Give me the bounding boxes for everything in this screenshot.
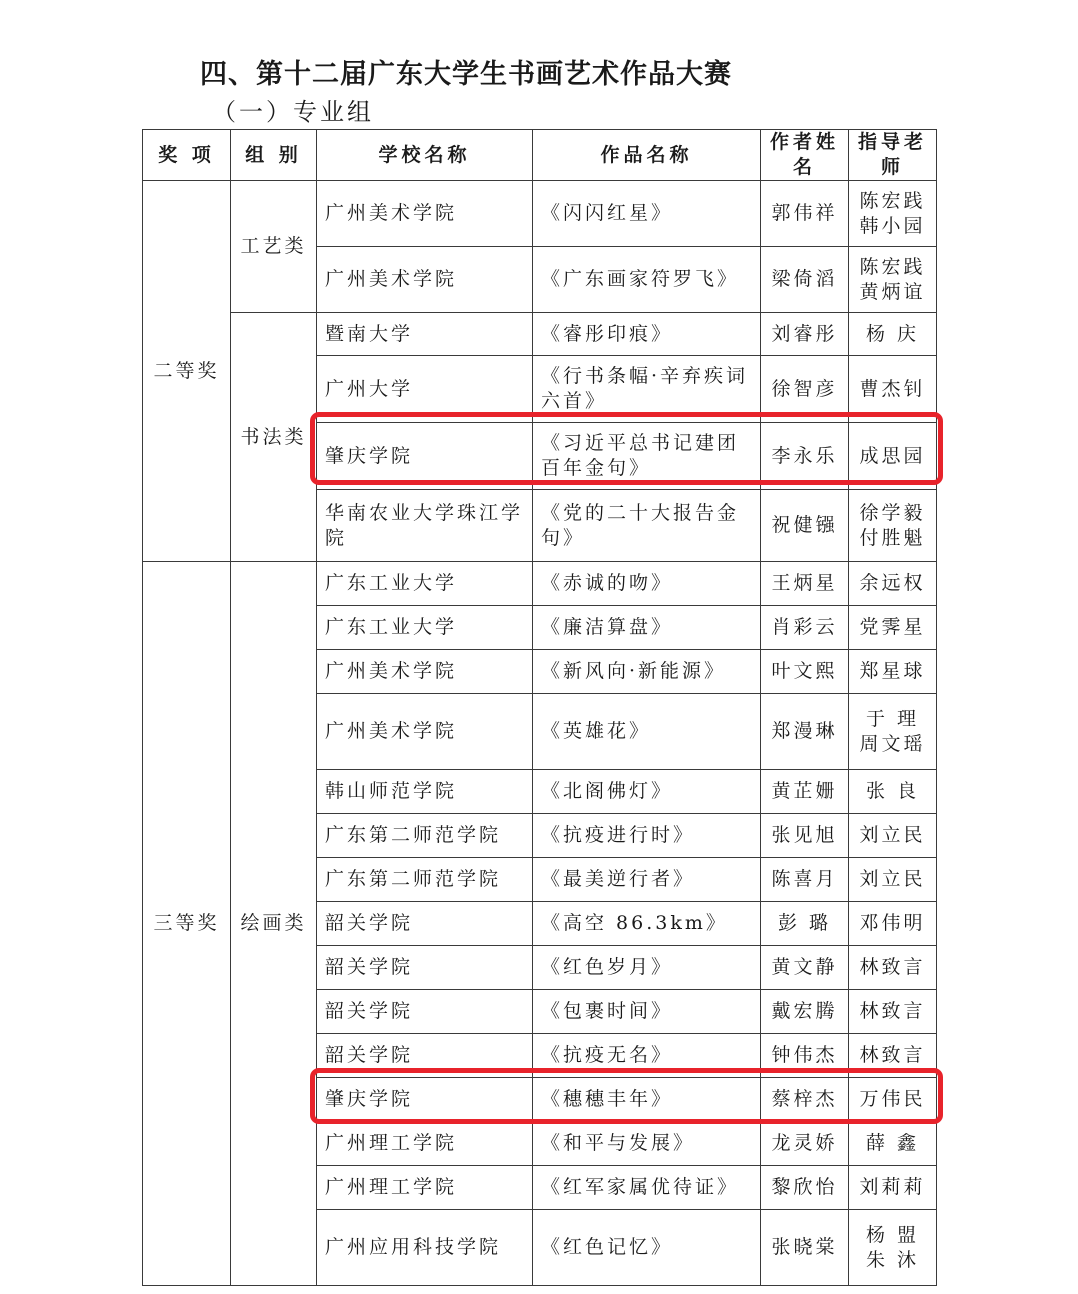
author-cell: 祝健镪 xyxy=(761,490,849,562)
teacher-cell: 陈宏践 黄炳谊 xyxy=(849,247,937,313)
author-cell: 黄文静 xyxy=(761,946,849,990)
teacher-cell: 党霁星 xyxy=(849,606,937,650)
school-cell: 广东第二师范学院 xyxy=(317,814,533,858)
teacher-cell: 曹杰钊 xyxy=(849,356,937,423)
author-cell: 郭伟祥 xyxy=(761,181,849,247)
table-row xyxy=(143,562,937,606)
author-cell: 刘睿彤 xyxy=(761,313,849,356)
teacher-cell: 薛 鑫 xyxy=(849,1122,937,1166)
work-cell: 《红色岁月》 xyxy=(533,946,761,990)
teacher-cell: 余远权 xyxy=(849,562,937,606)
work-cell: 《广东画家符罗飞》 xyxy=(533,247,761,313)
author-cell: 叶文熙 xyxy=(761,650,849,694)
school-cell: 韶关学院 xyxy=(317,1034,533,1078)
teacher-cell: 郑星球 xyxy=(849,650,937,694)
school-cell: 广州美术学院 xyxy=(317,247,533,313)
teacher-cell: 林致言 xyxy=(849,1034,937,1078)
work-cell: 《高空 86.3km》 xyxy=(533,902,761,946)
work-cell: 《英雄花》 xyxy=(533,694,761,770)
table-row xyxy=(143,181,937,247)
author-cell: 肖彩云 xyxy=(761,606,849,650)
school-cell: 广州美术学院 xyxy=(317,650,533,694)
teacher-cell: 刘莉莉 xyxy=(849,1166,937,1210)
teacher-cell: 陈宏践 韩小园 xyxy=(849,181,937,247)
work-cell: 《包裹时间》 xyxy=(533,990,761,1034)
teacher-cell: 于 理 周文瑶 xyxy=(849,694,937,770)
award-cell: 三等奖 xyxy=(143,562,231,1286)
work-cell: 《习近平总书记建团百年金句》 xyxy=(533,423,761,490)
teacher-cell: 林致言 xyxy=(849,946,937,990)
teacher-cell: 张 良 xyxy=(849,770,937,814)
teacher-cell: 杨 庆 xyxy=(849,313,937,356)
work-cell: 《抗疫无名》 xyxy=(533,1034,761,1078)
author-cell: 彭 璐 xyxy=(761,902,849,946)
header-award: 奖 项 xyxy=(143,130,231,181)
work-cell: 《党的二十大报告金句》 xyxy=(533,490,761,562)
author-cell: 龙灵娇 xyxy=(761,1122,849,1166)
school-cell: 广东工业大学 xyxy=(317,562,533,606)
table-row xyxy=(143,313,937,356)
work-cell: 《抗疫进行时》 xyxy=(533,814,761,858)
teacher-cell: 成思园 xyxy=(849,423,937,490)
author-cell: 张晓棠 xyxy=(761,1210,849,1286)
award-cell: 二等奖 xyxy=(143,181,231,562)
highlight-box-painting xyxy=(310,1068,943,1124)
school-cell: 韶关学院 xyxy=(317,946,533,990)
author-cell: 郑漫琳 xyxy=(761,694,849,770)
school-cell: 广州大学 xyxy=(317,356,533,423)
teacher-cell: 万伟民 xyxy=(849,1078,937,1122)
work-cell: 《睿彤印痕》 xyxy=(533,313,761,356)
work-cell: 《行书条幅·辛弃疾词六首》 xyxy=(533,356,761,423)
header-school: 学校名称 xyxy=(317,130,533,181)
author-cell: 张见旭 xyxy=(761,814,849,858)
school-cell: 肇庆学院 xyxy=(317,423,533,490)
work-cell: 《红色记忆》 xyxy=(533,1210,761,1286)
author-cell: 蔡梓杰 xyxy=(761,1078,849,1122)
work-cell: 《新风向·新能源》 xyxy=(533,650,761,694)
teacher-cell: 徐学毅 付胜魁 xyxy=(849,490,937,562)
teacher-cell: 杨 盟 朱 沐 xyxy=(849,1210,937,1286)
school-cell: 韩山师范学院 xyxy=(317,770,533,814)
header-author: 作者姓名 xyxy=(761,130,849,181)
school-cell: 广州理工学院 xyxy=(317,1166,533,1210)
work-cell: 《闪闪红星》 xyxy=(533,181,761,247)
school-cell: 广州应用科技学院 xyxy=(317,1210,533,1286)
school-cell: 华南农业大学珠江学院 xyxy=(317,490,533,562)
teacher-cell: 刘立民 xyxy=(849,814,937,858)
category-cell: 绘画类 xyxy=(231,562,317,1286)
author-cell: 王炳星 xyxy=(761,562,849,606)
school-cell: 广州美术学院 xyxy=(317,181,533,247)
teacher-cell: 林致言 xyxy=(849,990,937,1034)
table-header-row xyxy=(143,130,937,181)
work-cell: 《北阁佛灯》 xyxy=(533,770,761,814)
school-cell: 广州美术学院 xyxy=(317,694,533,770)
document-title: 四、第十二届广东大学生书画艺术作品大赛 xyxy=(200,59,732,90)
author-cell: 黎欣怡 xyxy=(761,1166,849,1210)
school-cell: 暨南大学 xyxy=(317,313,533,356)
header-work: 作品名称 xyxy=(533,130,761,181)
author-cell: 黄芷姗 xyxy=(761,770,849,814)
author-cell: 李永乐 xyxy=(761,423,849,490)
school-cell: 广东工业大学 xyxy=(317,606,533,650)
school-cell: 韶关学院 xyxy=(317,902,533,946)
document-subtitle: （一）专业组 xyxy=(212,98,374,126)
teacher-cell: 邓伟明 xyxy=(849,902,937,946)
work-cell: 《赤诚的吻》 xyxy=(533,562,761,606)
header-category: 组 别 xyxy=(231,130,317,181)
school-cell: 广州理工学院 xyxy=(317,1122,533,1166)
header-teacher: 指导老师 xyxy=(849,130,937,181)
school-cell: 韶关学院 xyxy=(317,990,533,1034)
category-cell: 工艺类 xyxy=(231,181,317,313)
highlight-box-calligraphy xyxy=(310,412,943,485)
author-cell: 陈喜月 xyxy=(761,858,849,902)
teacher-cell: 刘立民 xyxy=(849,858,937,902)
category-cell: 书法类 xyxy=(231,313,317,562)
work-cell: 《和平与发展》 xyxy=(533,1122,761,1166)
author-cell: 徐智彦 xyxy=(761,356,849,423)
author-cell: 钟伟杰 xyxy=(761,1034,849,1078)
work-cell: 《穗穗丰年》 xyxy=(533,1078,761,1122)
author-cell: 戴宏腾 xyxy=(761,990,849,1034)
work-cell: 《廉洁算盘》 xyxy=(533,606,761,650)
school-cell: 肇庆学院 xyxy=(317,1078,533,1122)
work-cell: 《最美逆行者》 xyxy=(533,858,761,902)
work-cell: 《红军家属优待证》 xyxy=(533,1166,761,1210)
author-cell: 梁倚滔 xyxy=(761,247,849,313)
school-cell: 广东第二师范学院 xyxy=(317,858,533,902)
